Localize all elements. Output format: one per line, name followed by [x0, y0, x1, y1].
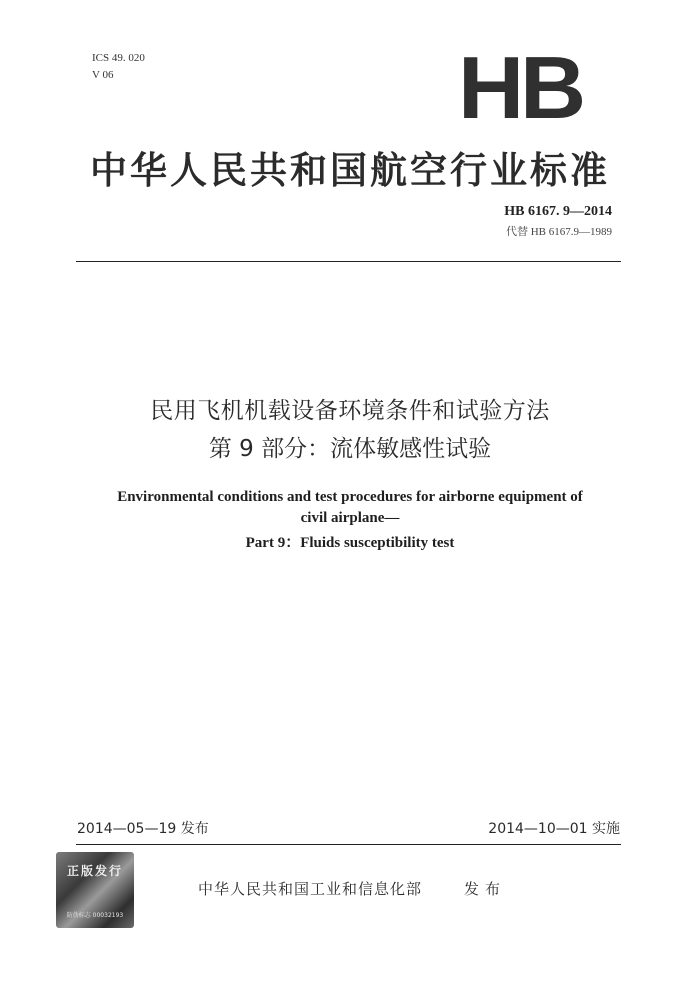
replaces-standard: 代替 HB 6167.9—1989	[505, 226, 612, 238]
publisher-name: 中华人民共和国工业和信息化部	[198, 880, 423, 898]
implementation-date: 2014—10—01 实施	[488, 821, 620, 837]
divider-top	[76, 261, 621, 262]
standard-number: HB 6167. 9—2014	[504, 204, 612, 219]
hb-logo	[456, 52, 584, 122]
divider-bottom	[76, 844, 621, 845]
english-title-line-1: Environmental conditions and test procedures for airborne equipment of	[117, 489, 583, 505]
english-title-line-3: Part 9：Fluids susceptibility test	[245, 535, 455, 551]
standard-category-title: 中华人民共和国航空行业标准	[90, 149, 610, 192]
publish-label: 发布	[464, 880, 507, 898]
english-title-line-2: civil airplane—	[300, 510, 400, 526]
hb-logo-text: HB	[458, 52, 583, 122]
hologram-serial: 防伪标志 00032193	[66, 912, 124, 919]
issue-date: 2014—05—19 发布	[77, 821, 209, 837]
ics-code: ICS 49. 020	[92, 52, 145, 64]
chinese-title-line-1: 民用飞机机载设备环境条件和试验方法	[150, 398, 550, 424]
ccs-code: V 06	[92, 69, 114, 81]
chinese-title-line-2: 第 9 部分：流体敏感性试验	[208, 436, 492, 462]
hologram-label: 正版发行	[66, 864, 123, 878]
anti-counterfeit-hologram	[56, 852, 134, 928]
